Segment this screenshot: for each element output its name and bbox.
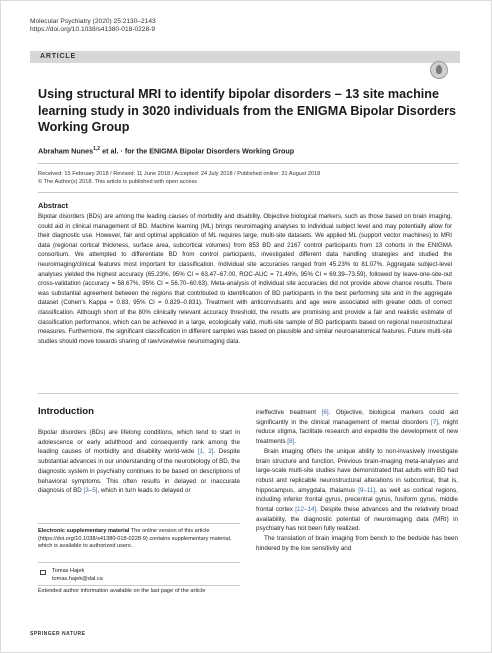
footnote-divider xyxy=(38,523,240,524)
abstract-heading: Abstract xyxy=(38,201,68,210)
right-column xyxy=(256,408,458,554)
footnote-divider xyxy=(38,562,240,563)
section-label: ARTICLE xyxy=(40,53,76,60)
article-dates-block xyxy=(38,170,458,186)
left-column xyxy=(38,428,240,496)
citation-link[interactable]: [1, 2] xyxy=(197,448,214,456)
citation-link[interactable]: [3–5] xyxy=(83,487,98,495)
citation-link[interactable]: [12–14] xyxy=(295,506,317,514)
esm-text: The online version of this article (https://doi.org/10.1038/s41380-018-0228-9) contains supplementary material, which is available to authorized users. xyxy=(38,528,232,550)
author-line xyxy=(38,146,458,155)
supplementary-note xyxy=(38,528,240,551)
citation-link[interactable]: [6] xyxy=(321,409,329,416)
citation-link[interactable]: [9–11] xyxy=(358,486,376,494)
intro-paragraph: ineffective treatment [6]. Objective, biological markers could aid significantly in the clinical management of mental disorders [7], might reduce stigma, facilitate research and expedite the development of new treatments [8]. xyxy=(256,409,458,446)
doi-link[interactable]: https://doi.org/10.1038/s41380-018-0228-9 xyxy=(30,26,156,33)
intro-paragraph: Bipolar disorders (BDs) are lifelong conditions, which tend to start in adolescence or early adulthood and consequently rank among the leading causes of morbidity and disability world-wide [1, 2]. Despite substantial advances in our understanding of the neurobiology of BD, the diagnostic system in psychiatry continues to be based on descriptions of behavioral symptoms. This often results in delayed or inaccurate diagnosis of BD [3–5], which in turn leads to delayed or xyxy=(38,429,240,495)
copyright-line: © The Author(s) 2018. This article is published with open access xyxy=(38,179,198,185)
corresponding-author xyxy=(52,568,103,583)
journal-name: Molecular Psychiatry (2020) 25:2130–2143 xyxy=(30,18,156,25)
article-title: Using structural MRI to identify bipolar disorders – 13 site machine learning study in 3020 individuals from the ENIGMA Bipolar Disorders Working Group xyxy=(38,87,457,134)
corresponding-name: Tomas Hajek xyxy=(52,568,85,574)
esm-label: Electronic supplementary material xyxy=(38,528,130,534)
envelope-icon xyxy=(40,570,46,575)
divider xyxy=(38,393,458,394)
article-dates: Received: 15 February 2018 / Revised: 11 June 2018 / Accepted: 24 July 2018 / Published online: 31 August 2018 xyxy=(38,171,321,177)
footnote-divider xyxy=(38,585,240,586)
section-bar xyxy=(30,51,460,63)
intro-paragraph: The translation of brain imaging from bench to the bedside has been hindered by the low sensitivity and xyxy=(256,535,458,552)
journal-citation xyxy=(30,18,156,34)
citation-link[interactable]: [7] xyxy=(430,418,438,426)
crossmark-icon[interactable] xyxy=(430,61,448,79)
publisher-logo: SPRINGER NATURE xyxy=(30,631,86,637)
citation-link[interactable]: [8] xyxy=(287,438,295,446)
divider xyxy=(38,192,458,193)
first-author[interactable]: Abraham Nunes xyxy=(38,146,94,156)
author-group: et al. · for the ENIGMA Bipolar Disorders Working Group xyxy=(100,146,295,156)
introduction-heading: Introduction xyxy=(38,406,94,417)
divider xyxy=(38,163,458,164)
corresponding-email[interactable]: tomas.hajek@dal.ca xyxy=(52,575,103,582)
author-affiliation-sup: 1,2 xyxy=(93,146,101,152)
abstract-text: Bipolar disorders (BDs) are among the leading causes of morbidity and disability. Objective biological markers, such as those based on brain imaging, could aid in clinical management of BD. Machine learning (ML) brings neuroimaging analyses to individual subject level and may potentially allow for their diagnostic use. However, fair and optimal application of ML requires large, multi-site datasets. We applied ML (support vector machines) to MRI data (regional cortical thickness, surface area, subcortical volumes) from 853 BD and 2167 control participants from 13 cohorts in the ENIGMA consortium. We attempted to differentiate BD from control participants, investigated different data handling strategies and studied the neuroimaging/clinical features most important for classification. Individual site accuracies ranged from 45.23% to 81.07%. Aggregate subject-level analyses yielded the highest accuracy (65.23%, 95% CI = 63.47–67.00, ROC-AUC = 71.49%, 95% CI = 69.39–73.59), followed by leave-one-site-out cross-validation (accuracy = 58.67%, 95% CI = 56.70–60.63). Meta-analysis of individual site accuracies did not provide above chance results. There was substantial agreement between the regions that contributed to identification of BD participants in the best performing site and in the aggregate dataset (Cohen's Kappa = 0.83, 95% CI = 0.829–0.831). Treatment with anticonvulsants and age were associated with greater odds of correct classification. Although short of the 80% clinically relevant accuracy threshold, the results are promising and provide a fair and realistic estimate of classification performance, which can be achieved in a large, ecologically valid, multi-site sample of BD participants based on regional neurostructural measures. Furthermore, the significant classification in different samples was based on plausible and similar neuroanatomical features. Future multi-site studies should move towards sharing of raw/voxelwise neuroimaging data. xyxy=(38,213,452,345)
intro-paragraph: Brain imaging offers the unique ability to non-invasively investigate brain structure and function. Previous brain-imaging meta-analyses and large-scale multi-site studies have demonstrated that adults with BD had robust and replicable neurostructural alterations in subcortical, that is, hippocampus, amygdala, thalamus [9–11], as well as cortical regions, including inferior frontal gyrus, precentral gyrus, fusiform gyrus, middle frontal cortex [12–14]. Despite these advances and the relatively broad availability, the diagnostic potential of neuroimaging data (MRI) in psychiatry has not been fully realized. xyxy=(256,447,458,533)
extended-author-info: Extended author information available on the last page of the article xyxy=(38,588,206,594)
